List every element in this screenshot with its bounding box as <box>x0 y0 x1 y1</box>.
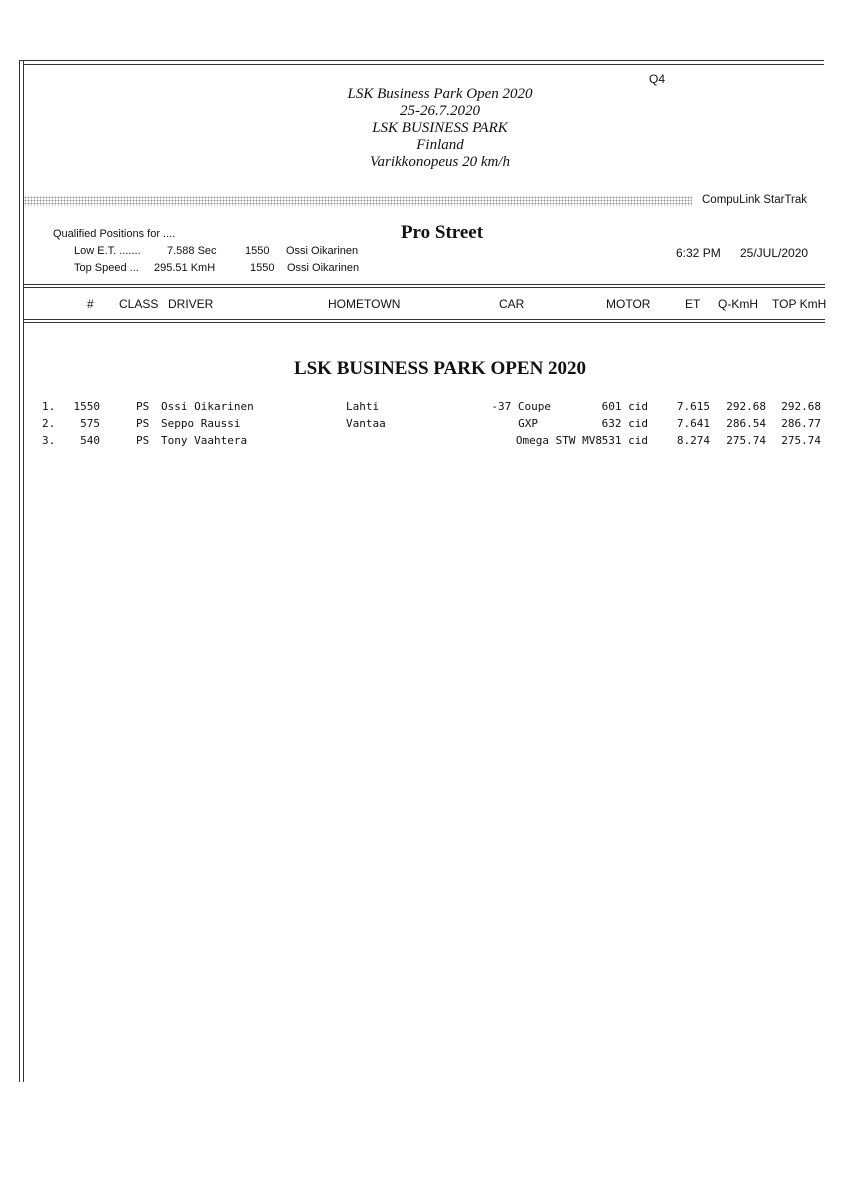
top-speed-driver: Ossi Oikarinen <box>287 262 360 274</box>
brand-label: CompuLink StarTrak <box>702 194 808 206</box>
col-car: CAR <box>499 297 525 311</box>
top-speed-value: 295.51 KmH <box>154 262 216 274</box>
low-et-driver: Ossi Oikarinen <box>286 245 359 257</box>
result-number: 1550 <box>73 400 100 413</box>
event-venue: LSK BUSINESS PARK <box>372 120 508 136</box>
section-title: LSK BUSINESS PARK OPEN 2020 <box>293 358 587 379</box>
result-et: 7.641 <box>676 417 710 430</box>
header-rule-bottom-2 <box>23 322 825 323</box>
col-driver: DRIVER <box>168 297 214 311</box>
qualified-label: Qualified Positions for .... <box>53 228 176 240</box>
result-hometown: Lahti <box>346 400 380 413</box>
top-speed-number: 1550 <box>250 262 275 274</box>
result-class: PS <box>136 434 150 447</box>
results-list <box>0 400 848 451</box>
result-car: -37 Coupe <box>491 400 551 413</box>
event-dates: 25-26.7.2020 <box>400 103 480 119</box>
dotted-band <box>24 196 692 206</box>
result-position: 1. <box>42 400 56 413</box>
result-car: GXP <box>518 417 538 430</box>
frame-left-line <box>19 60 20 1082</box>
result-motor: 601 cid <box>601 400 648 413</box>
col-et: ET <box>685 297 701 311</box>
result-motor: 531 cid <box>601 434 648 447</box>
low-et-number: 1550 <box>245 245 270 257</box>
col-motor: MOTOR <box>606 297 651 311</box>
class-title: Pro Street <box>400 222 484 243</box>
result-qkmh: 286.54 <box>726 417 766 430</box>
frame-top-line-inner <box>23 64 824 65</box>
col-topkmh: TOP KmH <box>772 297 827 311</box>
low-et-value: 7.588 Sec <box>167 245 217 257</box>
result-driver: Ossi Oikarinen <box>161 400 254 413</box>
header-rule-top <box>23 284 825 285</box>
result-class: PS <box>136 400 150 413</box>
result-et: 8.274 <box>676 434 710 447</box>
event-header <box>280 86 600 171</box>
result-row <box>0 400 848 417</box>
result-car: Omega STW MV8 <box>515 434 602 447</box>
header-rule-bottom <box>23 319 825 320</box>
report-time: 6:32 PM <box>676 246 721 260</box>
result-number: 540 <box>80 434 100 447</box>
header-rule-top-2 <box>23 287 825 288</box>
result-topkmh: 286.77 <box>781 417 821 430</box>
result-position: 2. <box>42 417 56 430</box>
result-qkmh: 275.74 <box>726 434 766 447</box>
event-country: Finland <box>416 137 464 153</box>
result-motor: 632 cid <box>601 417 648 430</box>
top-speed-label: Top Speed ... <box>74 262 139 274</box>
result-qkmh: 292.68 <box>726 400 766 413</box>
report-date: 25/JUL/2020 <box>740 246 809 260</box>
col-class: CLASS <box>119 297 159 311</box>
page-code: Q4 <box>649 72 666 86</box>
frame-top-line <box>19 60 824 61</box>
frame-left-line-inner <box>23 60 24 1082</box>
event-note: Varikkonopeus 20 km/h <box>370 154 510 170</box>
result-driver: Seppo Raussi <box>161 417 241 430</box>
col-num: # <box>87 297 94 311</box>
result-topkmh: 292.68 <box>781 400 821 413</box>
event-title: LSK Business Park Open 2020 <box>347 86 533 102</box>
col-hometown: HOMETOWN <box>328 297 401 311</box>
result-row <box>0 434 848 451</box>
result-topkmh: 275.74 <box>781 434 821 447</box>
result-number: 575 <box>80 417 100 430</box>
result-et: 7.615 <box>676 400 710 413</box>
result-row <box>0 417 848 434</box>
result-driver: Tony Vaahtera <box>161 434 248 447</box>
result-position: 3. <box>42 434 56 447</box>
result-class: PS <box>136 417 150 430</box>
low-et-label: Low E.T. ....... <box>74 245 141 257</box>
result-hometown: Vantaa <box>346 417 386 430</box>
col-qkmh: Q-KmH <box>718 297 758 311</box>
